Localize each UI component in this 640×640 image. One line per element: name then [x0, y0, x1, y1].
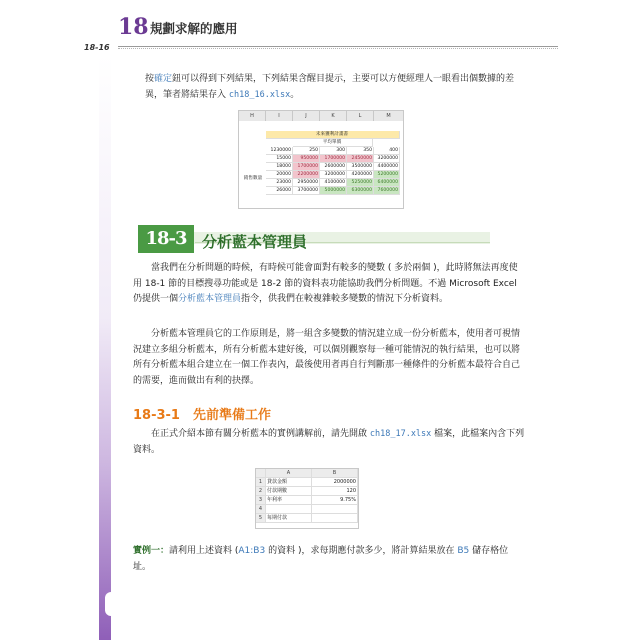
- intro-paragraph: [145, 72, 525, 103]
- label-cell: 每期付款: [266, 514, 312, 523]
- corner-formula: 1230000: [266, 147, 293, 155]
- value-cell: 2600000: [320, 163, 347, 171]
- loan-spreadsheet: [255, 468, 359, 529]
- value-cell: 4200000: [347, 171, 374, 179]
- row-header: 4: [256, 505, 266, 514]
- side-decoration-notch: [105, 592, 117, 616]
- column-header-a: A: [266, 469, 312, 478]
- ok-button-reference: 確定: [154, 74, 173, 84]
- column-header-b: B: [312, 469, 358, 478]
- overview-text-1: 當我們在分析問題的時候，有時候可能會面對有較多的變數 ( 多於兩個 )，此時將無法再度使用 18-1 節的目標搜尋功能或是 18-2 節的資料表功能協助我們分析問題。不過 Microsoft Excel 仍提供一個: [133, 263, 518, 304]
- value-cell: 3200000: [320, 171, 347, 179]
- row-header: 3: [256, 496, 266, 505]
- row-header: 2: [256, 487, 266, 496]
- column-header-j: J: [293, 111, 320, 121]
- sheet-title: 未來獲利計畫書: [266, 131, 400, 139]
- subsection-title: 18-3-1 先前準備工作: [133, 408, 271, 423]
- price-cell: 400: [374, 147, 400, 155]
- column-header-h: H: [239, 111, 266, 121]
- value-cell: 5200000: [374, 171, 400, 179]
- paragraph-overview: [133, 261, 525, 308]
- value-cell: [312, 505, 358, 514]
- value-cell: 950000: [293, 155, 320, 163]
- page-number: 18-16: [84, 43, 110, 52]
- value-cell: 4100000: [320, 179, 347, 187]
- value-cell: 4400000: [374, 163, 400, 171]
- header-rule: [118, 46, 558, 47]
- label-cell: 貸款金額: [266, 478, 312, 487]
- price-cell: 300: [320, 147, 347, 155]
- result-spreadsheet: [238, 110, 404, 209]
- value-cell: 120: [312, 487, 358, 496]
- intro-text-2: 鈕可以得到下列結果，下列結果含醒目提示，主要可以方便經理人一眼看出個數據的差異，筆者將結果存入: [145, 74, 515, 100]
- quantity-cell: 26000: [266, 187, 293, 195]
- example-text-2: 的資料 )，求每期應付款多少，將計算結果放在: [265, 546, 458, 556]
- quantity-cell: 18000: [266, 163, 293, 171]
- example-paragraph: [133, 544, 525, 575]
- column-header-m: M: [374, 111, 404, 121]
- paragraph-principle: 分析藍本管理員它的工作原則是，將一組含多變數的情況建立成一份分析藍本，使用者可視情況建立多組分析藍本，所有分析藍本建好後，可以個別觀察每一種可能情況的執行結果，也可以將所有分析藍本組合建立在一個工作表內，最後使用者再自行判斷那一種條件的分析藍本最符合自己的需要，進而做出有利的抉擇。: [133, 329, 521, 386]
- scenario-manager-term: 分析藍本管理員: [178, 294, 242, 304]
- quantity-label: 銷售數量: [243, 176, 263, 181]
- filename-ch18-17: ch18_17.xlsx: [369, 429, 432, 439]
- label-cell: [266, 505, 312, 514]
- overview-text-2: 指令，供我們在較複雜較多變數的情況下分析資料。: [241, 294, 449, 304]
- section-title: 分析藍本管理員: [202, 233, 308, 251]
- value-cell: 3200000: [374, 155, 400, 163]
- intro-text-1: 按: [145, 74, 155, 84]
- label-cell: 年利率: [266, 496, 312, 505]
- price-cell: 350: [347, 147, 374, 155]
- quantity-cell: 23000: [266, 179, 293, 187]
- column-header-k: K: [320, 111, 347, 121]
- value-cell: 3500000: [347, 163, 374, 171]
- section-number: 18-3: [138, 225, 194, 253]
- value-cell: 2000000: [312, 478, 358, 487]
- example-text-1: 請利用上述資料 (: [169, 546, 239, 556]
- value-cell: 2200000: [293, 171, 320, 179]
- range-reference: A1:B3: [238, 546, 266, 556]
- price-cell: 250: [293, 147, 320, 155]
- value-cell: [312, 514, 358, 523]
- chapter-number: 18: [118, 14, 149, 40]
- value-cell: 1700000: [320, 155, 347, 163]
- side-decoration: [99, 55, 111, 640]
- price-header: 平均單價: [293, 139, 373, 147]
- value-cell: 9.75%: [312, 496, 358, 505]
- value-cell: 5250000: [347, 179, 374, 187]
- example-label: 實例一：: [133, 546, 170, 556]
- cell-reference: B5: [457, 546, 470, 556]
- value-cell: 6300000: [347, 187, 374, 195]
- column-header-l: L: [347, 111, 374, 121]
- filename-ch18-16: ch18_16.xlsx: [228, 89, 291, 100]
- column-header-i: I: [266, 111, 293, 121]
- intro-text-3: 。: [290, 89, 300, 100]
- quantity-cell: 15000: [266, 155, 293, 163]
- value-cell: 1700000: [293, 163, 320, 171]
- value-cell: 6400000: [374, 179, 400, 187]
- row-header: 1: [256, 478, 266, 487]
- header-dotted-rule: [118, 48, 558, 49]
- quantity-cell: 20000: [266, 171, 293, 179]
- value-cell: 5000000: [320, 187, 347, 195]
- row-header: 5: [256, 514, 266, 523]
- value-cell: 3700000: [293, 187, 320, 195]
- chapter-title: 規劃求解的應用: [150, 21, 238, 36]
- label-cell: 付款期數: [266, 487, 312, 496]
- value-cell: 2450000: [347, 155, 374, 163]
- prep-text-2: 檔案，此檔案內含下列資料。: [133, 429, 525, 455]
- value-cell: 7600000: [374, 187, 400, 195]
- value-cell: 2950000: [293, 179, 320, 187]
- corner-cell: [256, 469, 266, 478]
- paragraph-prep: [133, 427, 525, 458]
- example-text-3: 儲存格位址。: [133, 546, 509, 572]
- prep-text-1: 在正式介紹本節有關分析藍本的實例講解前，請先開啟: [151, 429, 370, 439]
